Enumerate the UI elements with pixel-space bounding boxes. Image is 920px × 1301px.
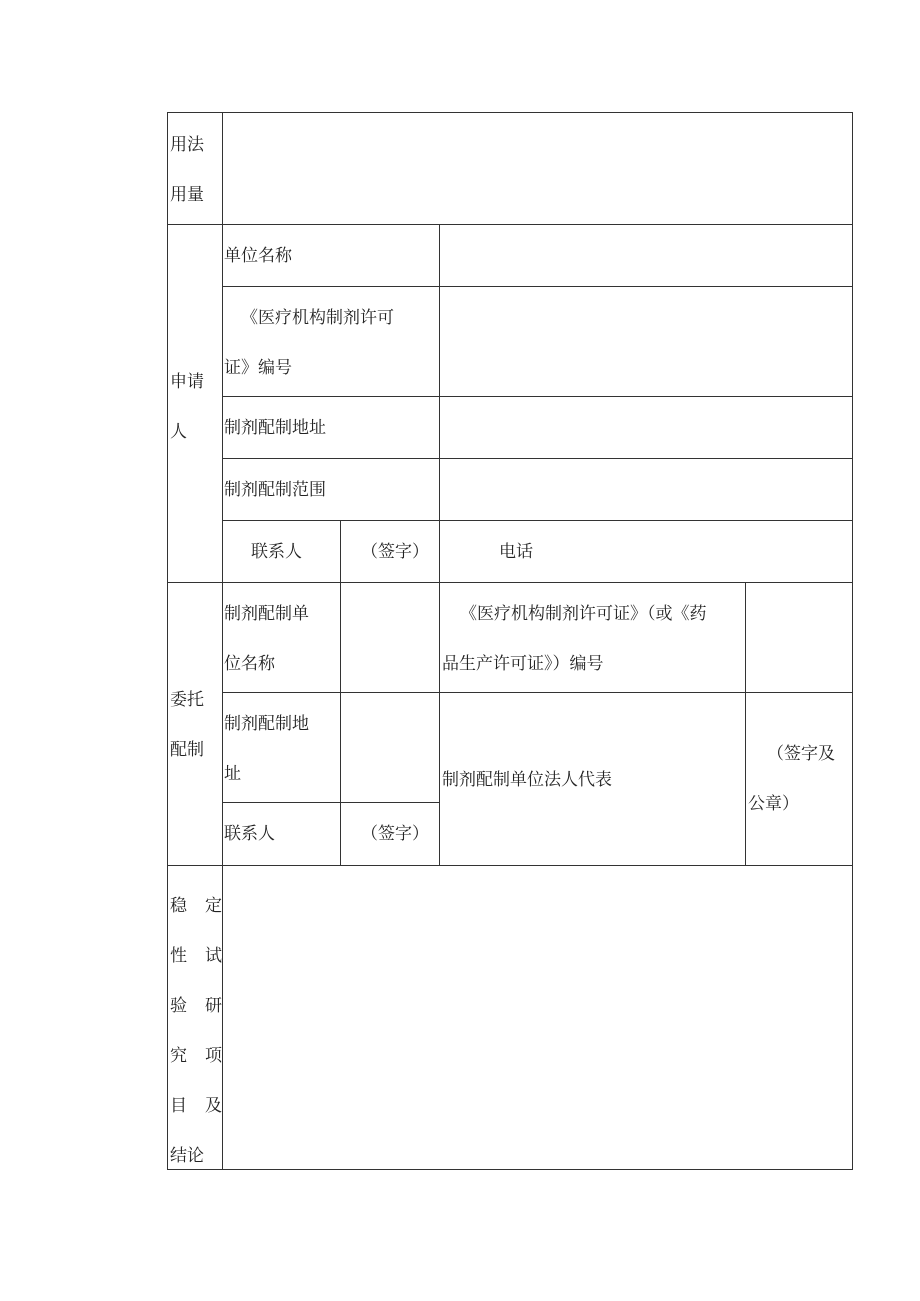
stability-label-char: 定 [205,896,222,916]
usage-label-line1: 用法 [170,135,204,155]
prep-address-value-cell[interactable] [439,396,853,459]
commission-unit-line2: 位名称 [224,654,275,674]
prep-scope-label-cell [222,458,440,521]
commission-address-label-cell [222,692,341,803]
commission-label-line2: 配制 [170,740,204,760]
unit-name-label: 单位名称 [224,246,292,266]
stability-label-char: 究 [170,1046,187,1066]
stability-value-cell[interactable] [222,865,853,1170]
commission-address-line1: 制剂配制地 [224,714,309,734]
prep-address-label-cell [222,396,440,459]
commission-signature-label: （签字） [361,824,429,844]
contact-label: 联系人 [251,542,302,562]
unit-name-value-cell[interactable] [439,224,853,287]
commission-address-value-cell[interactable] [340,692,440,803]
commission-unit-line1: 制剂配制单 [224,604,309,624]
license-label-line2: 证》编号 [224,358,292,378]
legal-rep-label-cell [439,692,746,866]
legal-rep-label: 制剂配制单位法人代表 [442,770,612,790]
stability-label-char: 试 [205,946,222,966]
commission-label-line1: 委托 [170,690,204,710]
usage-label-cell [167,112,223,225]
prep-scope-label: 制剂配制范围 [224,480,326,500]
signature-label: （签字） [361,542,429,562]
stability-label-char: 及 [205,1096,222,1116]
commission-unit-name-value-cell[interactable] [340,582,440,693]
unit-name-label-cell [222,224,440,287]
commission-unit-name-label-cell [222,582,341,693]
stability-label-char: 验 [170,996,187,1016]
sign-seal-line2: 公章） [748,794,799,814]
stability-label-char: 目 [170,1096,187,1116]
legal-rep-signature-cell[interactable] [745,692,853,866]
commission-label-cell [167,582,223,866]
applicant-label-line2: 人 [170,422,187,442]
commission-license-line2: 品生产许可证》）编号 [442,654,604,674]
license-number-label-cell [222,286,440,397]
usage-label-line2: 用量 [170,185,204,205]
commission-license-line1: 《医疗机构制剂许可证》（或《药 [460,604,707,624]
stability-label-char: 性 [170,946,187,966]
prep-address-label: 制剂配制地址 [224,418,326,438]
commission-license-label-cell [439,582,746,693]
commission-contact-label-cell [222,802,341,866]
commission-contact-signature-cell[interactable] [340,802,440,866]
usage-value-cell[interactable] [222,112,853,225]
phone-label: 电话 [499,542,533,562]
application-form-table [167,112,853,1170]
stability-label-char: 研 [205,996,222,1016]
commission-contact-label: 联系人 [224,824,275,844]
applicant-label-cell [167,224,223,583]
contact-label-cell [222,520,341,583]
stability-label-cell [167,865,223,1170]
sign-seal-line1: （签字及 [767,744,835,764]
contact-signature-cell[interactable] [340,520,440,583]
stability-label-char: 结论 [170,1146,204,1166]
commission-license-value-cell[interactable] [745,582,853,693]
license-number-value-cell[interactable] [439,286,853,397]
stability-label-char: 稳 [170,896,187,916]
prep-scope-value-cell[interactable] [439,458,853,521]
license-label-line1: 《医疗机构制剂许可 [241,308,394,328]
phone-cell[interactable] [439,520,853,583]
stability-label-char: 项 [205,1046,222,1066]
applicant-label-line1: 申请 [170,372,204,392]
commission-address-line2: 址 [224,764,241,784]
